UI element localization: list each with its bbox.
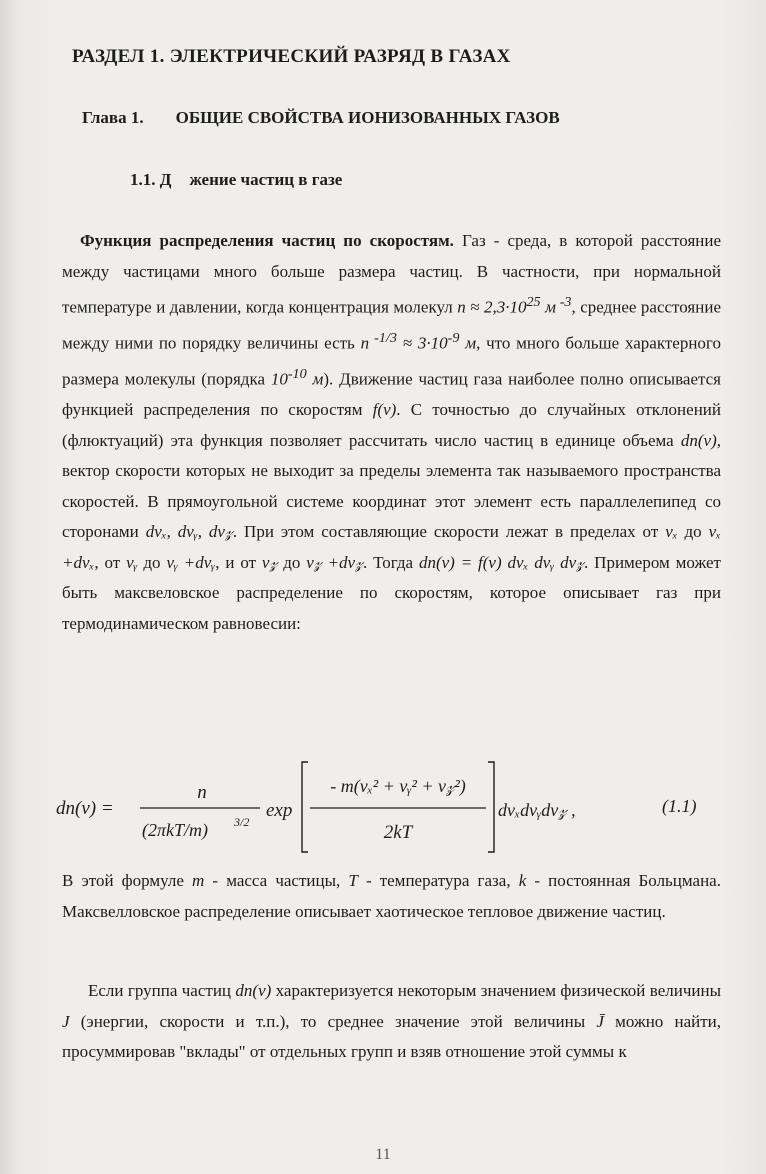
section-heading: РАЗДЕЛ 1. ЭЛЕКТРИЧЕСКИЙ РАЗРЯД В ГАЗАХ — [72, 46, 511, 67]
formula-lhs: dn(v) = — [56, 798, 114, 819]
formula-numerator: n — [197, 782, 207, 803]
paragraph-mean-value: Если группа частиц dn(v) характеризуется некоторым значением физической величины J (энергии, скорости и т.п.), то среднее значение этой величины J̄ можно найти, просуммировав "вклады" от отдельных групп и взяв отношение этой суммы к — [62, 981, 721, 1061]
formula-exp: exp — [266, 800, 293, 821]
left-bracket — [302, 762, 308, 852]
maxwell-distribution-formula — [56, 752, 726, 862]
subsection-title: жение частиц в газе — [189, 170, 343, 189]
page-number: 11 — [375, 1146, 391, 1163]
paragraph-velocity-distribution: Функция распределения частиц по скоростям. Газ - среда, в которой расстояние между частицами много больше размера частиц. В частности, при нормальной температуре и давлении, когда концентрация молекул $n \approx 2,3\cdot 10^{25}$ м $^{-3}$, среднее расстояние между ними по порядку величины есть n $^{-1/3} \approx 3\cdot 10^{-9}$ м, что много больше характерного размера молекулы (порядка $10^{-10}$ м). Движение частиц газа наиболее полно описывается функцией распределения по скоростям f(v). С точностью до случайных отклонений (флюктуаций) эта функция позволяет рассчитать число частиц в единице объема dn(v), вектор скорости которых не выходит за пределы элемента так называемого пространства скоростей. В прямоугольной системе координат этот элемент есть параллелепипед со сторонами dvₓ, dvᵧ, dv𝓏. При этом составляющие скорости лежат в пределах от vₓ до vₓ +dvₓ, от vᵧ до vᵧ +dvᵧ, и от v𝓏 до v𝓏 +dv𝓏. Тогда dn(v) = f(v) dvₓ dvᵧ dv𝓏. Примером может быть максвеловское распределение по скоростям, которое описывает газ при термодинамическом равновесии: — [62, 231, 722, 633]
formula-differentials: dvₓdvᵧdv𝓏 , — [498, 800, 576, 820]
right-bracket — [488, 762, 494, 852]
formula-number: (1.1) — [662, 796, 697, 816]
chapter-number: Глава 1. — [82, 108, 144, 127]
paragraph-lead: Функция распределения частиц по скоростям. — [80, 231, 454, 250]
subsection-heading — [130, 170, 342, 190]
formula-exp-denominator: 2kT — [383, 822, 413, 843]
subsection-number: 1.1. Д — [130, 170, 172, 189]
paragraph-formula-explanation: В этой формуле m - масса частицы, T - температура газа, k - постоянная Больцмана. Максвелловское распределение описывает хаотическое тепловое движение частиц. — [62, 871, 721, 921]
formula-denominator: (2πkT/m) — [142, 820, 209, 840]
chapter-title: ОБЩИЕ СВОЙСТВА ИОНИЗОВАННЫХ ГАЗОВ — [175, 108, 560, 127]
formula-denominator-exponent: 3/2 — [234, 815, 250, 829]
chapter-heading — [82, 108, 560, 128]
formula-exp-numerator: - m(vₓ² + vᵧ² + v𝓏²) — [330, 776, 466, 796]
